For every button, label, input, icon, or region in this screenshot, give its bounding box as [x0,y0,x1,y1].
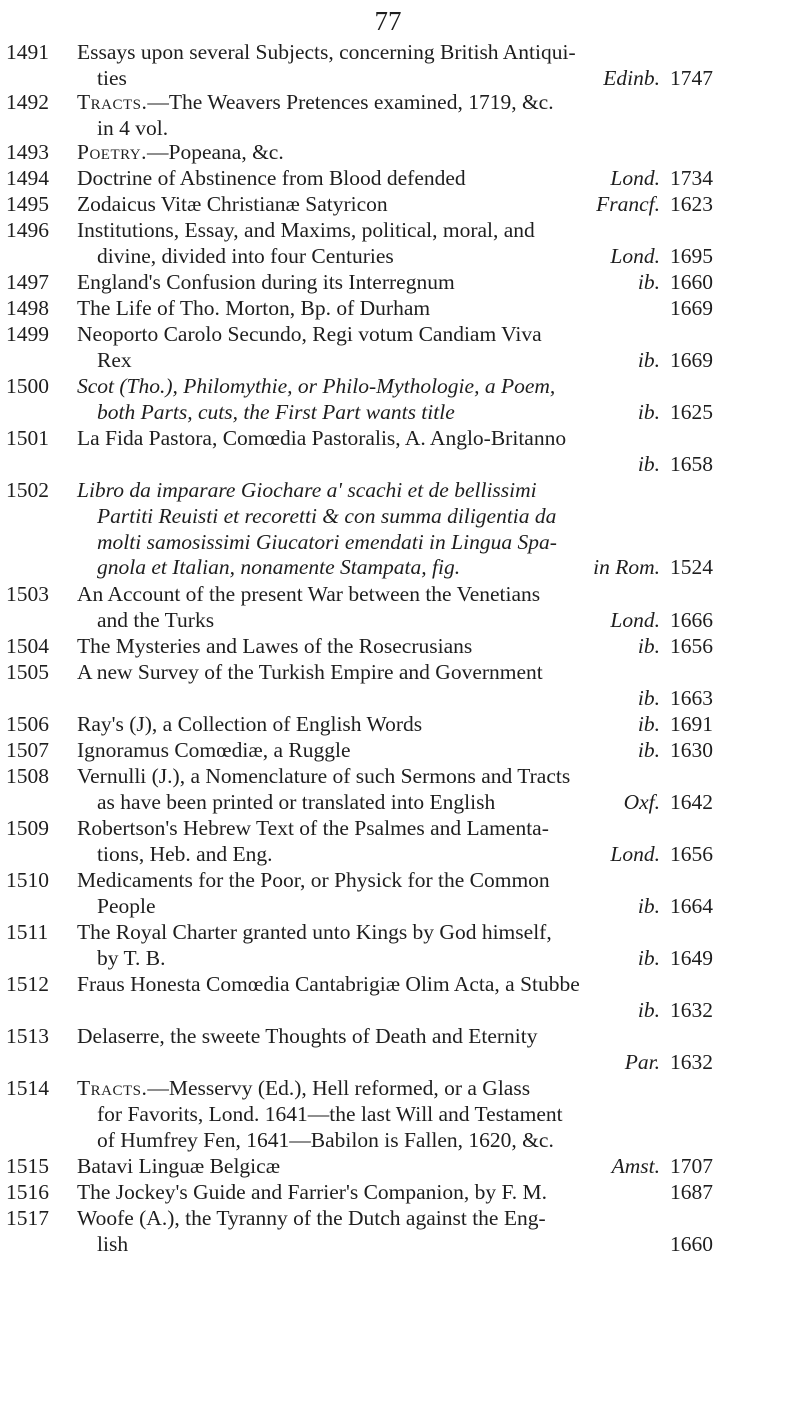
entry-text-line: in 4 vol. [97,115,169,140]
entry-number: 1509 [6,816,49,840]
entry-imprint [638,452,713,478]
entry-imprint [625,1050,713,1076]
entry-text-line: Vernulli (J.), a Nomenclature of such Sermons and Tracts [77,764,571,788]
entry-number: 1496 [6,218,49,242]
entry-imprint [638,400,713,426]
entry-year: 1663 [670,685,713,710]
entry-year: 1649 [670,945,713,970]
entry-body [77,166,713,192]
entry-place: ib. [637,451,660,476]
entry-body [77,322,713,374]
entry-place: Lond. [610,166,660,190]
entry-year: 1660 [670,1231,713,1256]
entry-imprint [610,166,713,192]
entry-number: 1494 [6,166,49,190]
entry-place: Lond. [610,607,660,632]
entry-body [77,426,713,478]
entry-body [77,192,713,218]
entry-place: ib. [637,634,660,658]
entry-body [77,972,713,1024]
entry-body [77,582,713,634]
entry-text-line: divine, divided into four Centuries [97,243,394,268]
entry-text-line: molti samosissimi Giucatori emendati in Lingua Spa- [97,529,557,554]
entry-year: 1656 [670,634,713,658]
entry-text-line: The Mysteries and Lawes of the Rosecrusians [77,634,473,658]
entry-number: 1493 [6,140,49,164]
entry-text-line: Woofe (A.), the Tyranny of the Dutch against the Eng- [77,1206,546,1230]
entry-text-line: Medicaments for the Poor, or Physick for the Common [77,868,550,892]
entry-year: 1747 [670,65,713,90]
entry-place: Lond. [610,243,660,268]
entry-imprint [638,894,713,920]
entry-place: Amst. [611,1154,660,1178]
entry-number: 1512 [6,972,49,996]
entry-imprint [660,1232,713,1258]
entry-year: 1524 [670,555,713,580]
entry-text-line: Libro da imparare Giochare a' scachi et de bellissimi [77,478,537,502]
entry-text-line: The Royal Charter granted unto Kings by God himself, [77,920,552,944]
entry-text-line: The Life of Tho. Morton, Bp. of Durham [77,296,431,320]
entry-place: ib. [637,945,660,970]
entry-body [77,660,713,712]
entry-place: ib. [637,399,660,424]
entry-lead: Poetry. [77,140,147,164]
entry-place: ib. [637,893,660,918]
entry-body [77,634,713,660]
entry-body [77,1180,713,1206]
entry-text-line: England's Confusion during its Interregnum [77,270,455,294]
entry-year: 1625 [670,399,713,424]
entry-year: 1691 [670,712,713,736]
entry-number: 1508 [6,764,49,788]
entry-imprint [638,738,713,764]
entry-body [77,296,713,322]
entry-year: 1707 [670,1154,713,1178]
entry-body [77,140,713,166]
entry-imprint [638,946,713,972]
entry-year: 1660 [670,270,713,294]
entry-imprint [638,270,713,296]
entry-lead: Tracts. [77,90,148,114]
entry-imprint [610,244,713,270]
entry-text-line: Rex [97,347,132,372]
entry-number: 1495 [6,192,49,216]
entry-number: 1511 [6,920,49,944]
entry-imprint [660,296,713,322]
entry-text-line: ties [97,65,127,90]
entry-text-line: Fraus Honesta Comœdia Cantabrigiæ Olim Acta, a Stubbe [77,972,580,996]
entry-text-line: Institutions, Essay, and Maxims, political, moral, and [77,218,535,242]
entry-year: 1669 [670,347,713,372]
entry-year: 1658 [670,451,713,476]
entry-lead: Tracts. [77,1076,148,1100]
entry-text-line: Ignoramus Comœdiæ, a Ruggle [77,738,351,762]
entry-text-line: The Jockey's Guide and Farrier's Companion, by F. M. [77,1180,547,1204]
entry-place: ib. [637,997,660,1022]
entry-number: 1492 [6,90,49,114]
entry-number: 1504 [6,634,49,658]
entry-text-line: and the Turks [97,607,215,632]
entry-year: 1669 [670,296,713,320]
entry-year: 1623 [670,192,713,216]
entry-number: 1516 [6,1180,49,1204]
entry-body [77,816,713,868]
entry-body [77,90,713,142]
entry-number: 1491 [6,40,49,64]
entry-place: ib. [637,685,660,710]
entry-year: 1642 [670,789,713,814]
entry-number: 1515 [6,1154,49,1178]
entry-body [77,712,713,738]
entry-text-line: —Messervy (Ed.), Hell reformed, or a Glass [147,1076,531,1100]
entry-number: 1499 [6,322,49,346]
entry-year: 1632 [670,997,713,1022]
entry-text-line: by T. B. [97,945,166,970]
entry-number: 1502 [6,478,49,502]
entry-imprint [660,1180,713,1206]
entry-number: 1503 [6,582,49,606]
entry-body [77,270,713,296]
entry-body [77,1206,713,1258]
entry-place: Par. [624,1049,660,1074]
entry-number: 1510 [6,868,49,892]
entry-imprint [638,686,713,712]
entry-body [77,868,713,920]
entry-place: Edinb. [603,65,660,90]
entry-text-line: as have been printed or translated into English [97,789,496,814]
entry-text-line: Robertson's Hebrew Text of the Psalmes and Lamenta- [77,816,549,840]
entry-number: 1517 [6,1206,49,1230]
entry-number: 1505 [6,660,49,684]
entry-imprint [603,66,713,92]
entry-place: Francf. [596,192,660,216]
entry-place: Oxf. [623,789,660,814]
entry-number: 1514 [6,1076,49,1100]
entry-text-line: Ray's (J), a Collection of English Words [77,712,423,736]
entry-imprint [610,608,713,634]
entry-text-line: An Account of the present War between the Venetians [77,582,541,606]
entry-text-line: La Fida Pastora, Comœdia Pastoralis, A. Anglo-Britanno [77,426,567,450]
entry-text-line: Neoporto Carolo Secundo, Regi votum Candiam Viva [77,322,542,346]
entry-imprint [593,555,713,581]
entry-imprint [612,1154,713,1180]
entry-place: ib. [637,347,660,372]
entry-imprint [596,192,713,218]
entry-year: 1695 [670,243,713,268]
entry-imprint [610,842,713,868]
entry-body [77,1076,713,1153]
entry-number: 1500 [6,374,49,398]
entry-body [77,920,713,972]
entry-place: Lond. [610,841,660,866]
entry-text-line: of Humfrey Fen, 1641—Babilon is Fallen, 1620, &c. [97,1127,554,1152]
entry-number: 1498 [6,296,49,320]
entry-year: 1734 [670,166,713,190]
entry-imprint [638,712,713,738]
entry-year: 1656 [670,841,713,866]
entry-place: in Rom. [593,555,660,580]
entry-text-line: lish [97,1231,129,1256]
entry-text-line: both Parts, cuts, the First Part wants title [97,399,455,424]
entry-imprint [638,998,713,1024]
entry-text-line: People [97,893,156,918]
entry-body [77,478,713,581]
entry-year: 1632 [670,1049,713,1074]
entry-text-line: —The Weavers Pretences examined, 1719, &c. [147,90,554,114]
entry-body [77,764,713,816]
page-number: 77 [374,6,402,36]
entry-text-line: Essays upon several Subjects, concerning British Antiqui- [77,40,576,64]
entry-place: ib. [637,712,660,736]
entry-text-line: —Popeana, &c. [147,140,284,164]
entry-text-line: Partiti Reuisti et recoretti & con summa diligentia da [97,503,557,528]
entry-text-line: Doctrine of Abstinence from Blood defended [77,166,466,190]
entry-body [77,738,713,764]
entry-text-line: A new Survey of the Turkish Empire and Government [77,660,543,684]
entry-body [77,1024,713,1076]
entry-text-line: Batavi Linguæ Belgicæ [77,1154,281,1178]
entry-year: 1687 [670,1180,713,1204]
entry-body [77,374,713,426]
entry-number: 1497 [6,270,49,294]
entry-text-line: Delaserre, the sweete Thoughts of Death and Eternity [77,1024,538,1048]
entry-year: 1664 [670,893,713,918]
entry-text-line: for Favorits, Lond. 1641—the last Will and Testament [97,1101,563,1126]
entry-imprint [624,790,713,816]
entry-number: 1507 [6,738,49,762]
entry-year: 1666 [670,607,713,632]
entry-number: 1501 [6,426,49,450]
entry-body [77,1154,713,1180]
entry-place: ib. [637,738,660,762]
entry-body [77,40,713,92]
entry-body [77,218,713,270]
entry-number: 1506 [6,712,49,736]
entry-text-line: Zodaicus Vitæ Christianæ Satyricon [77,192,388,216]
entry-text-line: Scot (Tho.), Philomythie, or Philo-Mythologie, a Poem, [77,374,556,398]
entry-text-line: tions, Heb. and Eng. [97,841,273,866]
entry-imprint [638,348,713,374]
entry-number: 1513 [6,1024,49,1048]
entry-place: ib. [637,270,660,294]
entry-imprint [638,634,713,660]
entry-year: 1630 [670,738,713,762]
entry-text-line: gnola et Italian, nonamente Stampata, fig. [97,555,461,580]
